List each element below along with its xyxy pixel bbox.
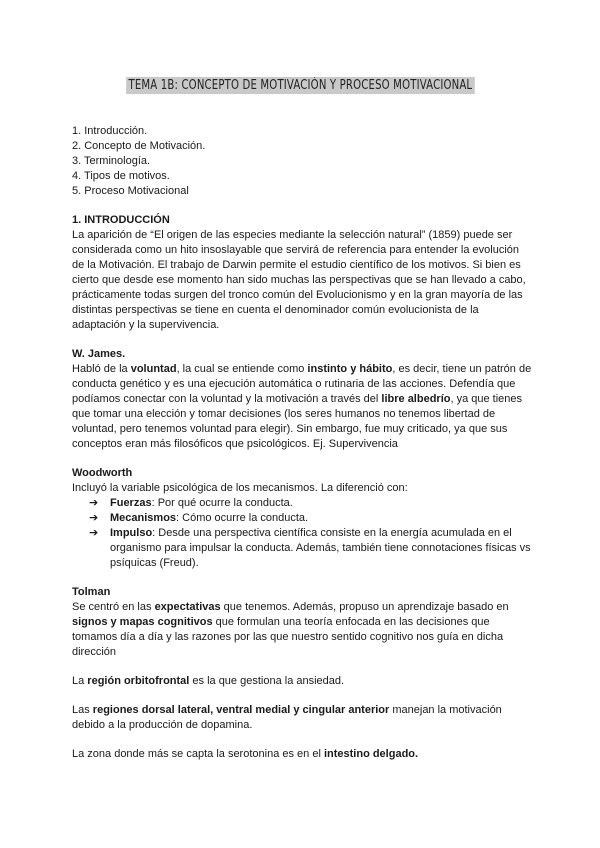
toc-item: 1. Introducción.	[72, 125, 148, 137]
text-run: manejan la motivación debido a la producción de dopamina.	[72, 704, 502, 731]
bold-term: Impulso	[110, 527, 153, 539]
arrow-icon: ➔	[89, 497, 99, 509]
toc-item: 2. Concepto de Motivación.	[72, 140, 206, 152]
section-heading: Tolman	[72, 586, 111, 598]
text-run: que formulan una teoría enfocada en las decisiones que tomamos día a día y las razones por las que nuestro sentido cognitivo nos guía en dicha dirección	[72, 616, 504, 658]
section-paragraph: La aparición de “El origen de las especies mediante la selección natural” (1859) puede ser considerada como un hito insoslayable que servirá de referencia para entender la evolución de la Motivación. El trabajo de Darwin permite el estudio científico de los motivos. Si bien es cierto que desde ese momento han sido muchas las perspectivas que se han llevado a cabo, prácticamente todas surgen del tronco común del Evolucionismo y en la gran mayoría de las distintas perspectivas se tiene en cuenta el denominador común evolucionista de la adaptación y la supervivencia.	[72, 229, 526, 331]
section-woodworth	[72, 466, 532, 571]
list-item	[72, 496, 532, 511]
section-introduccion	[72, 213, 532, 333]
bold-term: regiones dorsal lateral, ventral medial y cingular anterior	[92, 704, 390, 716]
section-paragraph	[72, 600, 532, 660]
section-tolman	[72, 585, 532, 660]
text-run: : Desde una perspectiva científica consiste en la energía acumulada en el organismo para impulsar la conducta. Además, también tiene connotaciones físicas vs psíquicas (Freud).	[110, 527, 531, 569]
text-run: : Por qué ocurre la conducta.	[151, 497, 293, 509]
bold-term: voluntad	[130, 363, 177, 375]
section-paragraph: Incluyó la variable psicológica de los mecanismos. La diferenció con:	[72, 482, 408, 494]
section-james	[72, 347, 532, 452]
text-run: : Cómo ocurre la conducta.	[176, 512, 309, 524]
text-run: , ya que tienes que tomar una elección y tomar decisiones (los seres humanos no tenemos libertad de voluntad, pero tenemos voluntad para elegir). Sin embargo, fue muy criticado, ya que sus conceptos eran más filosóficos que psicológicos. Ej. Supervivencia	[72, 393, 523, 450]
bold-term: libre albedrío	[381, 393, 451, 405]
section-paragraph	[72, 362, 532, 452]
note-serotonin	[72, 747, 532, 762]
toc-item: 5. Proceso Motivacional	[72, 185, 189, 197]
text-run: Se centró en las	[72, 601, 155, 613]
text-run: Habló de la	[72, 363, 131, 375]
section-heading: 1. INTRODUCCIÓN	[72, 214, 170, 226]
section-heading: W. James.	[72, 348, 126, 360]
page-title: TEMA 1B: CONCEPTO DE MOTIVACIÓN Y PROCESO MOTIVACIONAL	[126, 77, 474, 94]
table-of-contents	[72, 124, 532, 199]
text-run: , es decir, tiene un patrón de conducta genético y es una ejecución automática o rutinaria de las acciones. Defendía que podíamos conectar con la voluntad y la motivación a través del	[72, 363, 532, 405]
text-run: La	[72, 675, 88, 687]
title-wrap	[0, 76, 600, 94]
text-run: que tenemos. Además, propuso un aprendizaje basado en	[220, 601, 509, 613]
bold-term: Mecanismos	[110, 512, 177, 524]
text-run: es la que gestiona la ansiedad.	[189, 675, 345, 687]
list-item	[72, 511, 532, 526]
bold-term: intestino delgado.	[323, 748, 419, 760]
arrow-icon: ➔	[89, 527, 99, 539]
section-heading: Woodworth	[72, 467, 133, 479]
list-item	[72, 526, 532, 571]
section-paragraph	[72, 674, 532, 689]
bold-term: instinto y hábito	[307, 363, 393, 375]
note-orbitofrontal	[72, 674, 532, 689]
bold-term: Fuerzas	[110, 497, 152, 509]
section-paragraph	[72, 747, 532, 762]
toc-item: 3. Terminología.	[72, 155, 151, 167]
section-paragraph	[72, 703, 532, 733]
text-run: La zona donde más se capta la serotonina es en el	[72, 748, 324, 760]
bold-term: región orbitofrontal	[87, 675, 190, 687]
text-run: Las	[72, 704, 93, 716]
toc-item: 4. Tipos de motivos.	[72, 170, 170, 182]
bold-term: expectativas	[154, 601, 221, 613]
note-regions	[72, 703, 532, 733]
text-run: , la cual se entiende como	[176, 363, 308, 375]
bold-term: signos y mapas cognitivos	[72, 616, 213, 628]
document-body	[72, 124, 532, 762]
arrow-icon: ➔	[89, 512, 99, 524]
bullet-list	[72, 496, 532, 571]
